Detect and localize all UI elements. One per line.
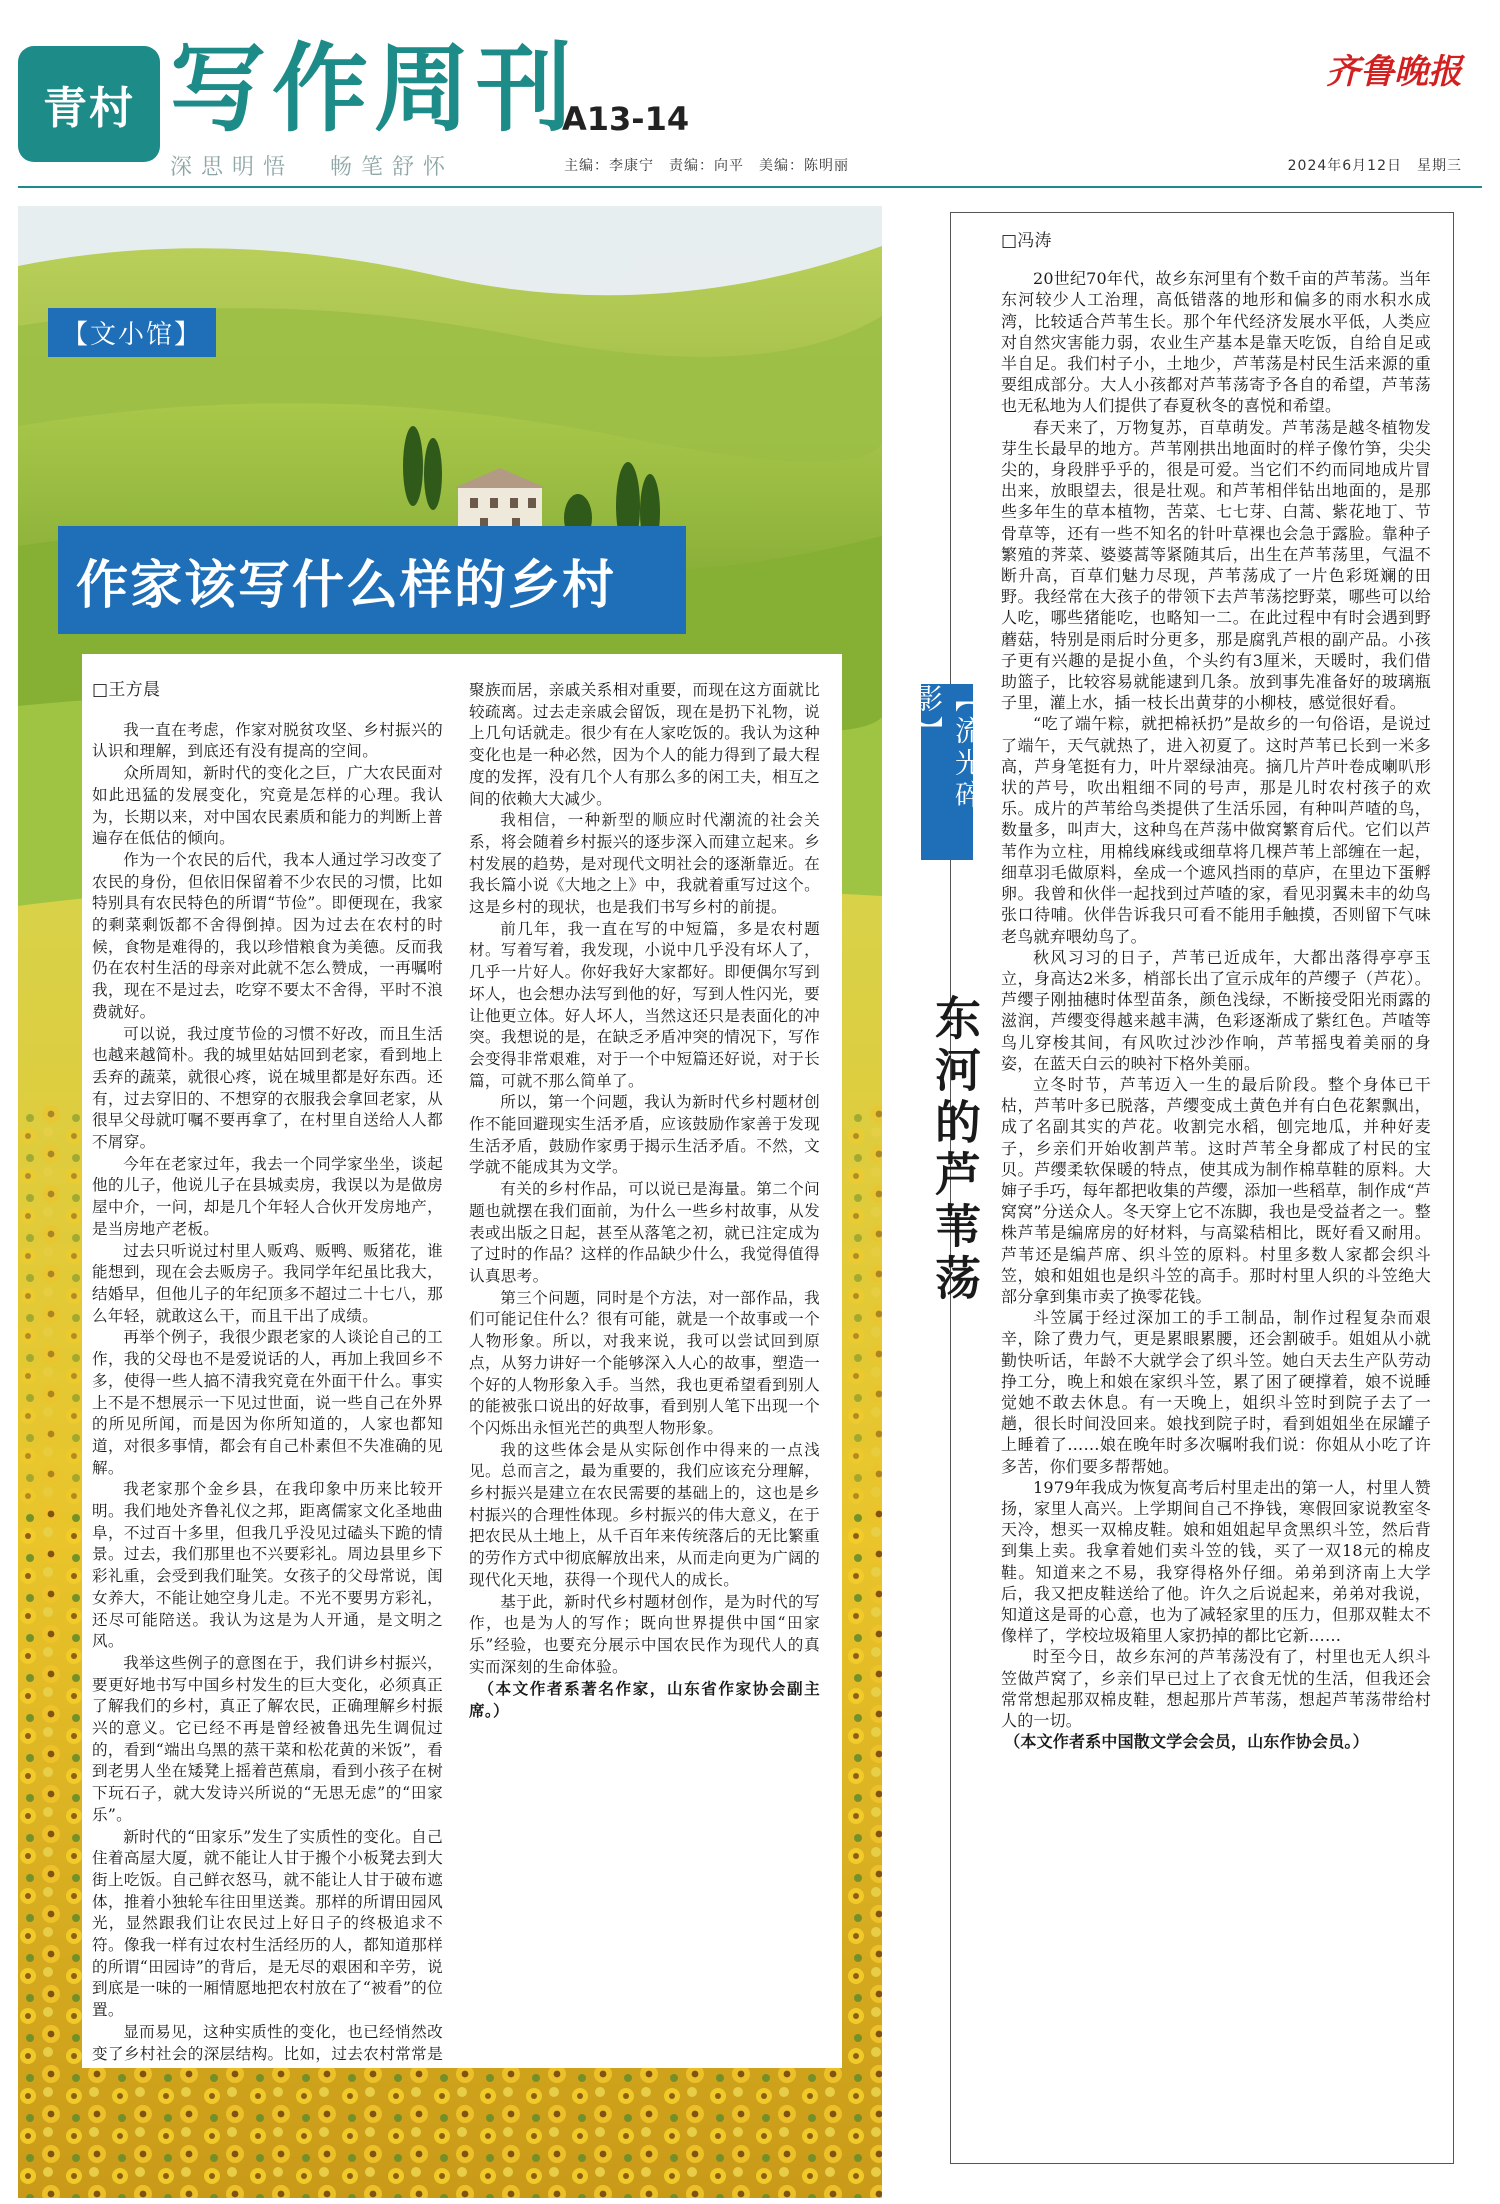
paragraph: 今年在老家过年，我去一个同学家坐坐，谈起他的儿子，他说儿子在县城卖房，我误以为是做房屋中介，一问，却是几个年轻人合伙开发房地产，是当房地产老板。	[92, 1154, 443, 1238]
column-logo	[18, 46, 160, 162]
paragraph: 我相信，一种新型的顺应时代潮流的社会关系，将会随着乡村振兴的逐步深入而建立起来。乡村发展的趋势，是对现代文明社会的逐渐靠近。在我长篇小说《大地之上》中，我就着重写过这个。这是乡村的现状，也是我们书写乡村的前提。	[469, 811, 820, 917]
paragraph: 众所周知，新时代的变化之巨，广大农民面对如此迅猛的发展变化，究竟是怎样的心理。我认为，长期以来，对中国农民素质和能力的判断上普遍存在低估的倾向。	[92, 764, 443, 848]
editor-credits: 主编：李康宁 责编：向平 美编：陈明丽	[564, 158, 849, 174]
paragraph: 作为一个农民的后代，我本人通过学习改变了农民的身份，但依旧保留着不少农民的习惯，比如特别具有农民特色的所谓“节俭”。即便现在，我家的剩菜剩饭都不舍得倒掉。因为过去在农村的时候，食物是难得的，我以珍惜粮食为美德。反而我仍在农村生活的母亲对此就不怎么赞成，一再嘱咐我，现在不是过去，吃穿不要太不舍得，平时不浪费就好。	[92, 850, 443, 1021]
page-number: A13-14	[562, 100, 690, 138]
newspaper-brand: 齐鲁晚报	[1326, 52, 1462, 92]
paragraph: 20世纪70年代，故乡东河里有个数千亩的芦苇荡。当年东河较少人工治理，高低错落的地形和偏多的雨水积水成湾，比较适合芦苇生长。那个年代经济发展水平低，人类应对自然灾害能力弱，农业生产基本是靠天吃饭，自给自足或半自足。我们村子小，土地少，芦苇荡是村民生活来源的重要组成部分。大人小孩都对芦苇荡寄予各自的希望，芦苇荡也无私地为人们提供了春夏秋冬的喜悦和希望。	[1001, 269, 1431, 416]
paragraph: 有关的乡村作品，可以说已是海量。第二个问题也就摆在我们面前，为什么一些乡村故事，从发表或出版之日起，甚至从落笔之初，就已注定成为了过时的作品？这样的作品缺少什么，我觉得值得认真思考。	[469, 1180, 820, 1285]
paragraph: 斗笠属于经过深加工的手工制品，制作过程复杂而艰辛，除了费力气，更是累眼累腰，还会割破手。姐姐从小就勤快听话，年龄不大就学会了织斗笠。她白天去生产队劳动挣工分，晚上和娘在家织斗笠，累了困了硬撑着，娘不说睡觉她不敢去休息。有一天晚上，姐织斗笠时到院子去了一趟，很长时间没回来。娘找到院子时，看到姐姐坐在尿罐子上睡着了……娘在晚年时多次嘱咐我们说：你姐从小吃了许多苦，你们要多帮帮她。	[1001, 1308, 1431, 1476]
article-headline-vertical: 东河的芦苇荡	[928, 994, 982, 1306]
paragraph: 春天来了，万物复苏，百草萌发。芦苇荡是越冬植物发芽生长最早的地方。芦苇刚拱出地面时的样子像竹笋，尖尖尖的，身段胖乎乎的，很是可爱。当它们不约而同地成片冒出来，放眼望去，很是壮观。和芦苇相伴钻出地面的，是那些多年生的草本植物，苦菜、七七芽、白蒿、紫花地丁、节骨草等，还有一些不知名的针叶草裸也会急于露脸。靠种子繁殖的荠菜、婆婆蒿等紧随其后，出生在芦苇荡里，气温不断升高，百草们魅力尽现，芦苇荡成了一片色彩斑斓的田野。我经常在大孩子的带领下去芦苇荡挖野菜，哪些可以给人吃，哪些猪能吃，也略知一二。在此过程中有时会遇到野蘑菇，特别是雨后时分更多，那是腐乳芦根的副产品。小孩子更有兴趣的是捉小鱼，个头约有3厘米，天暖时，我们借助篮子，比较容易就能逮到几条。放到事先准备好的玻璃瓶子里，灌上水，插一枝长出黄芽的小柳枝，感觉很好看。	[1001, 417, 1431, 713]
author-note: （本文作者系著名作家，山东省作家协会副主席。）	[469, 1679, 820, 1721]
paragraph: 立冬时节，芦苇迈入一生的最后阶段。整个身体已干枯，芦苇叶多已脱落，芦缨变成土黄色并有白色花絮飘出，成了名副其实的芦花。收割完水稻，刨完地瓜，并种好麦子，乡亲们开始收割芦苇。这时芦苇全身都成了村民的宝贝。芦缨柔软保暖的特点，使其成为制作棉草鞋的原料。大婶子手巧，每年都把收集的芦缨，添加一些稻草，制作成“芦窝窝”分送众人。冬天穿上它不冻脚，我也是受益者之一。整株芦苇是编席房的好材料，与高粱秸相比，既好看又耐用。芦苇还是编芦席、织斗笠的原料。村里多数人家都会织斗笠，娘和姐姐也是织斗笠的高手。那时村里人织的斗笠绝大部分拿到集市卖了换零花钱。	[1001, 1074, 1431, 1306]
article-body	[92, 680, 820, 2068]
paragraph: 1979年我成为恢复高考后村里走出的第一人，村里人赞扬，家里人高兴。上学期间自己不挣钱，寒假回家说教室冬天冷，想买一双棉皮鞋。娘和姐姐起早贪黑织斗笠，然后背到集上卖。我拿着她们卖斗笠的钱，买了一双18元的棉皮鞋。知道来之不易，我穿得格外仔细。弟弟到济南上大学后，我又把皮鞋送给了他。许久之后说起来，弟弟对我说，知道这是哥的心意，也为了减轻家里的压力，但那双鞋太不像样了，学校垃圾箱里人家扔掉的都比它新……	[1001, 1477, 1431, 1646]
masthead	[0, 0, 1500, 190]
article-reed-marsh	[950, 212, 1454, 2164]
page-title: 写作周刊	[170, 33, 578, 145]
issue-date: 2024年6月12日 星期三	[1287, 158, 1462, 174]
paragraph: 秋风习习的日子，芦苇已近成年，大都出落得亭亭玉立，身高达2米多，梢部长出了宣示成年的芦缨子（芦花）。芦缨子刚抽穗时体型苗条，颜色浅绿，不断接受阳光雨露的滋润，芦缨变得越来越丰满，色彩逐渐成了紫红色。芦喳等鸟儿穿梭其间，有风吹过沙沙作响，芦苇摇曳着美丽的身姿，在蓝天白云的映衬下格外美丽。	[1001, 947, 1431, 1073]
section-tag: 【流光碎影】	[921, 684, 973, 860]
article-rural-writing	[82, 654, 842, 2068]
paragraph: 新时代的“田家乐”发生了实质性的变化。自己住着高屋大厦，就不能让人甘于搬个小板凳去到大街上吃饭。自己鲜衣怒马，就不能让人甘于破布遮体，推着小独轮车往田里送粪。那样的所谓田园风光，显然跟我们让农民过上好日子的终极追求不符。像我一样有过农村生活经历的人，都知道那样的所谓“田园诗”的背后，是无尽的艰困和辛劳，说到底是一味的一厢情愿地把农村放在了“被看”的位置。	[92, 1827, 443, 2020]
paragraph: 我举这些例子的意图在于，我们讲乡村振兴，要更好地书写中国乡村发生的巨大变化，必须真正了解我们的乡村，真正了解农民，正确理解乡村振兴的意义。它已经不再是曾经被鲁迅先生调侃过的，看到“端出乌黑的蒸干菜和松花黄的米饭”，看到老男人坐在矮凳上摇着芭蕉扇，看到小孩子在树下玩石子，就大发诗兴所说的“无思无虑”的“田家乐”。	[92, 1653, 443, 1824]
paragraph: 前几年，我一直在写的中短篇，多是农村题材。写着写着，我发现，小说中几乎没有坏人了，几乎一片好人。你好我好大家都好。即便偶尔写到坏人，也会想办法写到他的好，写到人性闪光，要让他更立体。好人坏人，当然这还只是表面化的冲突。我想说的是，在缺乏矛盾冲突的情况下，写作会变得非常艰难，对于一个中短篇还好说，对于长篇，可就不那么简单了。	[469, 919, 820, 1090]
article-author: □王方晨	[92, 680, 161, 700]
column-tag: 【文小馆】	[48, 308, 216, 357]
article-body	[1001, 231, 1431, 1752]
paragraph: 再举个例子，我很少跟老家的人谈论自己的工作，我的父母也不是爱说话的人，再加上我回乡不多，使得一些人搞不清我究竟在外面干什么。事实上不是不想展示一下见过世面，说一些自己在外界的所见所闻，而是因为你所知道的，人家也都知道，对很多事情，都会有自己朴素但不失准确的见解。	[92, 1328, 443, 1477]
headline-banner	[58, 526, 686, 634]
paragraph: 基于此，新时代乡村题材创作，是为时代的写作，也是为人的写作；既向世界提供中国“田家乐”经验，也要充分展示中国农民作为现代人的真实而深刻的生命体验。	[469, 1592, 820, 1676]
slogan: 深思明悟 畅笔舒怀	[170, 155, 454, 180]
article-headline: 作家该写什么样的乡村	[76, 555, 617, 616]
paragraph: 我一直在考虑，作家对脱贫攻坚、乡村振兴的认识和理解，到底还有没有提高的空间。	[92, 720, 443, 761]
paragraph: 可以说，我过度节俭的习惯不好改，而且生活也越来越简朴。我的城里姑姑回到老家，看到地上丢弃的蔬菜，就很心疼，说在城里都是好东西。还有，过去穿旧的、不想穿的衣服我会拿回老家，从很早父母就叮嘱不要再拿了，在村里自送给人人都不屑穿。	[92, 1024, 443, 1152]
paragraph: “吃了端午粽，就把棉袄扔”是故乡的一句俗语，是说过了端午，天气就热了，进入初夏了。这时芦苇已长到一米多高，芦身笔挺有力，叶片翠绿油亮。摘几片芦叶卷成喇叭形状的芦号，吹出粗细不同的号声，那是儿时农村孩子的欢乐。成片的芦苇给鸟类提供了生活乐园，有种叫芦喳的鸟，数量多，叫声大，这种鸟在芦荡中做窝繁育后代。它们以芦苇作为立柱，用棉线麻线或细草将几棵芦苇上部缠在一起，细草羽毛做原料，垒成一个遮风挡雨的草庐，在里边下蛋孵卵。我曾和伙伴一起找到过芦喳的家，看见羽翼未丰的幼鸟张口待哺。伙伴告诉我只可看不能用手触摸，否则留下气味老鸟就弃喂幼鸟了。	[1001, 714, 1431, 946]
paragraph: 过去只听说过村里人贩鸡、贩鸭、贩猪花，谁能想到，现在会去贩房子。我同学年纪虽比我大，结婚早，但他儿子的年纪顶多不超过二十七八，那么年轻，就敢这么干，而且干出了成绩。	[92, 1241, 443, 1325]
paragraph: 我老家那个金乡县，在我印象中历来比较开明。我们地处齐鲁礼仪之邦，距离儒家文化圣地曲阜，不过百十多里，但我几乎没见过磕头下跪的情景。过去，我们那里也不兴要彩礼。周边县里乡下彩礼重，会受到我们耻笑。女孩子的父母常说，闺女养大，不能让她空身儿走。不光不要男方彩礼，还尽可能陪送。我认为这是为人开通，是文明之风。	[92, 1480, 443, 1651]
column-logo-text: 青村	[43, 83, 135, 134]
paragraph: 时至今日，故乡东河的芦苇荡没有了，村里也无人织斗笠做芦窝了，乡亲们早已过上了衣食无忧的生活，但我还会常常想起那双棉皮鞋，想起那片芦苇荡，想起芦苇荡带给村人的一切。	[1001, 1647, 1431, 1731]
paragraph: 显而易见，这种实质性的变化，也已经悄然改变了乡村社会的深层结构。比如，过去农村常常是聚族而居，亲戚关系相对重要，而现在这方面就比较疏离。过去走亲戚会留饭，现在是扔下礼物，说上几句话就走。很少有在人家吃饭的。我认为这种变化也是一种必然，因为个人的能力得到了最大程度的发挥，没有几个人有那么多的闲工夫，相互之间的依赖大大减少。	[92, 681, 820, 2063]
article-author: □冯涛	[1001, 231, 1052, 251]
author-note: （本文作者系中国散文学会会员，山东作协会员。）	[1004, 1732, 1369, 1752]
paragraph: 我的这些体会是从实际创作中得来的一点浅见。总而言之，最为重要的，我们应该充分理解，乡村振兴是建立在农民需要的基础上的，这也是乡村振兴的合理性体现。乡村振兴的伟大意义，在于把农民从土地上，从千百年来传统落后的无比繁重的劳作方式中彻底解放出来，从而走向更为广阔的现代化天地，获得一个现代人的成长。	[469, 1440, 820, 1589]
paragraph: 第三个问题，同时是个方法，对一部作品，我们可能记住什么？很有可能，就是一个故事或一个人物形象。所以，对我来说，我可以尝试回到原点，从努力讲好一个能够深入人心的故事，塑造一个好的人物形象入手。当然，我也更希望看到别人的能被张口说出的好故事，看到别人笔下出现一个个闪烁出永恒光芒的典型人物形象。	[469, 1288, 820, 1437]
paragraph: 所以，第一个问题，我认为新时代乡村题材创作不能回避现实生活矛盾，应该鼓励作家善于发现生活矛盾，鼓励作家勇于揭示生活矛盾。不然，文学就不能成其为文学。	[469, 1093, 820, 1177]
header-divider	[18, 186, 1482, 188]
